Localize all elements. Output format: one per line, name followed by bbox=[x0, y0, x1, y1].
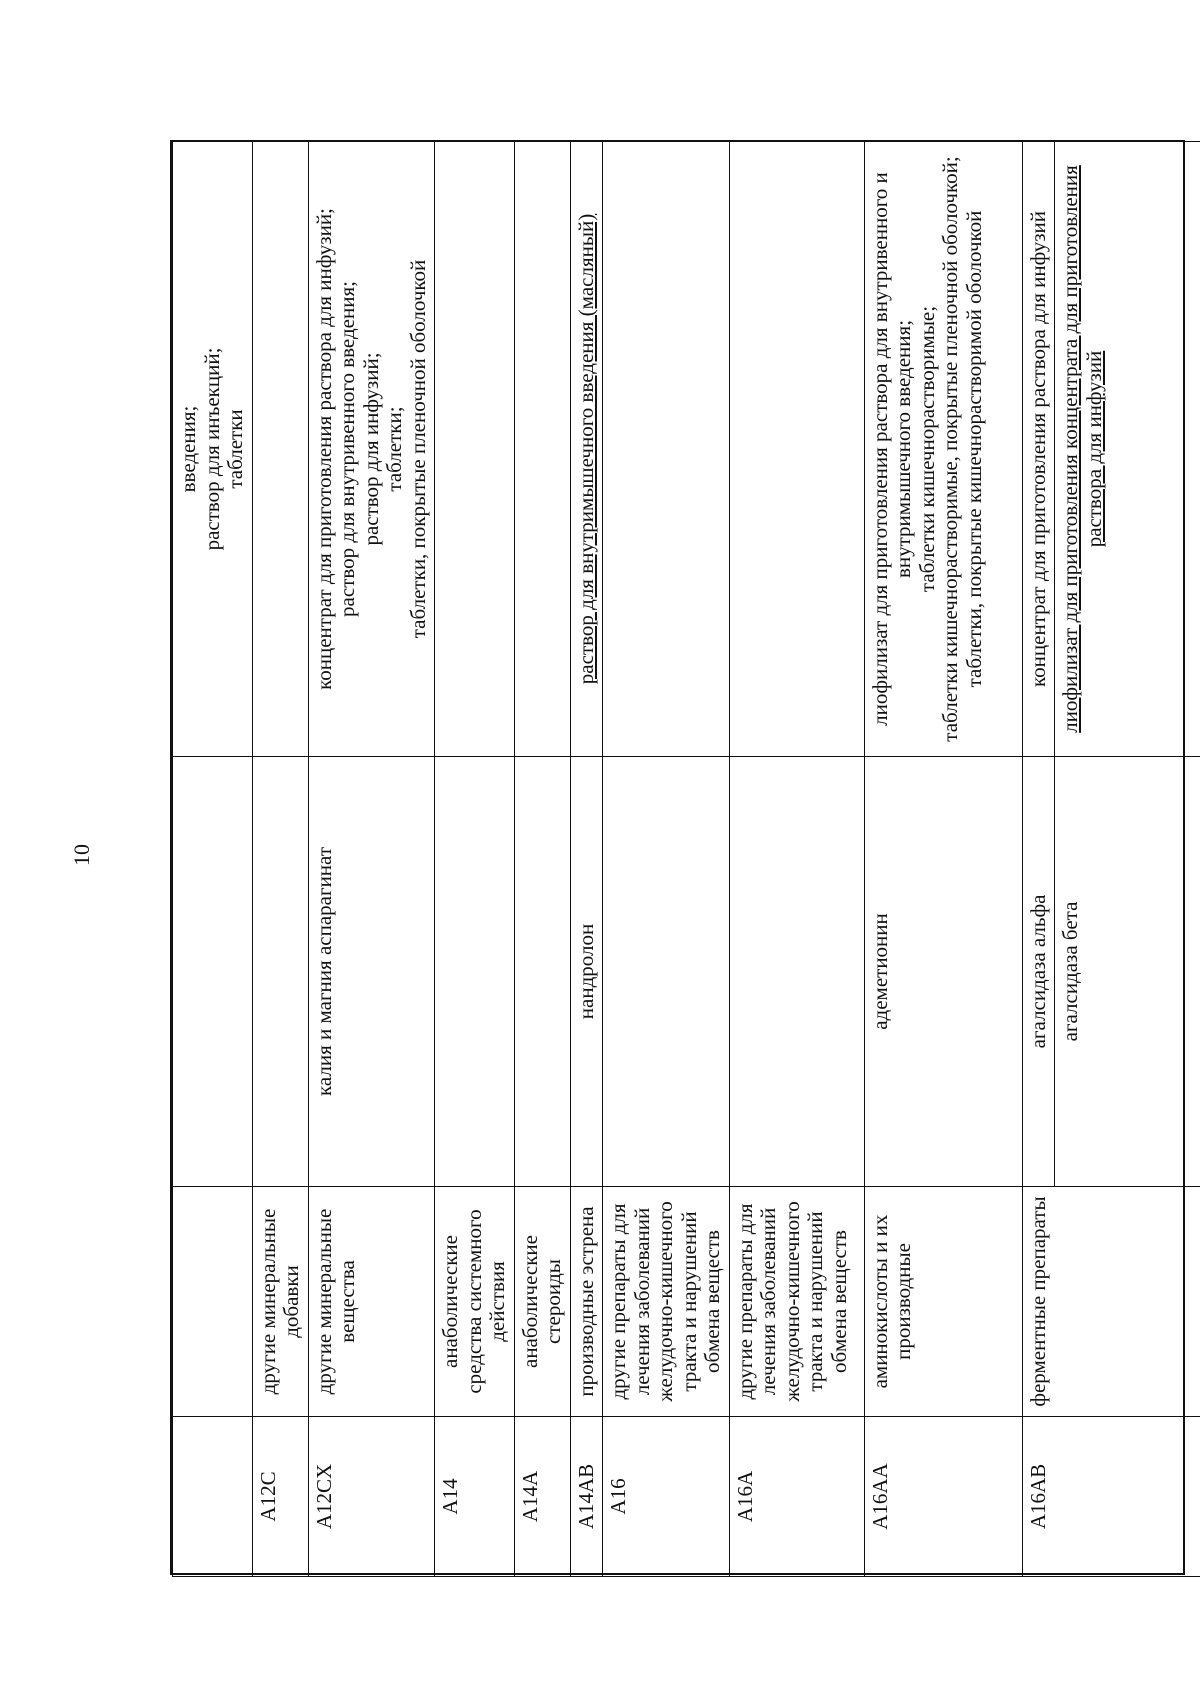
dosage-form-line: таблетки; bbox=[382, 406, 407, 492]
table-row bbox=[864, 142, 1022, 1577]
dosage-forms-cell bbox=[252, 142, 308, 757]
group-cell: анаболические средства системного действия bbox=[435, 1187, 515, 1417]
group-cell: анаболические стероиды bbox=[514, 1187, 570, 1417]
inn-cell bbox=[514, 757, 570, 1187]
dosage-form-line: лиофилизат для приготовления раствора для внутривенного и внутримышечного введения; bbox=[867, 172, 916, 726]
atc-code-cell: A14 bbox=[435, 1417, 515, 1577]
table-row bbox=[252, 142, 308, 1577]
dosage-forms-cell bbox=[864, 142, 1022, 757]
inn-cell bbox=[435, 757, 515, 1187]
dosage-form-line: раствор для внутривенного введения; bbox=[335, 281, 360, 617]
inn-cell: калия и магния аспарагинат bbox=[308, 757, 435, 1187]
atc-code-cell: A16 bbox=[603, 1417, 730, 1577]
group-cell bbox=[173, 1187, 253, 1417]
inn-cell bbox=[729, 757, 864, 1187]
inn-cell: агалсидаза бета bbox=[1055, 757, 1200, 1187]
atc-code-cell: A14A bbox=[514, 1417, 570, 1577]
dosage-forms-cell bbox=[1022, 142, 1055, 757]
table-row bbox=[729, 142, 864, 1577]
atc-code-cell bbox=[173, 1417, 253, 1577]
atc-code-cell: A12CX bbox=[308, 1417, 435, 1577]
dosage-forms-cell bbox=[435, 142, 515, 757]
dosage-forms-cell bbox=[570, 142, 603, 757]
table-row bbox=[514, 142, 570, 1577]
dosage-form-line: таблетки, покрытые кишечнорастворимой оболочкой bbox=[961, 210, 986, 688]
dosage-forms-cell bbox=[173, 142, 253, 757]
group-cell: аминокислоты и их производные bbox=[864, 1187, 1022, 1417]
group-cell: производные эстрена bbox=[570, 1187, 603, 1417]
atc-code-cell: A14AB bbox=[570, 1417, 603, 1577]
dosage-form-line: раствор для внутримышечного введения (масляный) bbox=[573, 213, 598, 685]
table-row bbox=[308, 142, 435, 1577]
dosage-form-line: раствор для инъекций; bbox=[199, 347, 224, 551]
dosage-form-line: таблетки bbox=[223, 409, 248, 489]
dosage-form-line: введения; bbox=[176, 405, 200, 493]
inn-cell bbox=[252, 757, 308, 1187]
dosage-form-line: раствор для инфузий; bbox=[358, 352, 383, 546]
dosage-forms-cell bbox=[514, 142, 570, 757]
table-row bbox=[435, 142, 515, 1577]
dosage-forms-cell bbox=[308, 142, 435, 757]
dosage-form-line: таблетки, покрытые пленочной оболочкой bbox=[405, 259, 430, 639]
table-row bbox=[570, 142, 603, 1577]
page-number: 10 bbox=[69, 844, 94, 866]
inn-cell bbox=[173, 757, 253, 1187]
dosage-forms-cell bbox=[729, 142, 864, 757]
inn-cell: адеметионин bbox=[864, 757, 1022, 1187]
inn-cell: нандролон bbox=[570, 757, 603, 1187]
group-cell: другие минеральные вещества bbox=[308, 1187, 435, 1417]
drug-table bbox=[172, 141, 1200, 1577]
table-row bbox=[603, 142, 730, 1577]
dosage-form-line: таблетки кишечнорастворимые; bbox=[914, 305, 939, 593]
group-cell: другие препараты для лечения заболеваний желудочно-кишечного тракта и нарушений обмена веществ bbox=[729, 1187, 864, 1417]
group-cell: ферментные препараты bbox=[1022, 1187, 1200, 1417]
group-cell: другие минеральные добавки bbox=[252, 1187, 308, 1417]
inn-cell: агалсидаза альфа bbox=[1022, 757, 1055, 1187]
dosage-forms-cell bbox=[603, 142, 730, 757]
group-cell: другие препараты для лечения заболеваний желудочно-кишечного тракта и нарушений обмена веществ bbox=[603, 1187, 730, 1417]
atc-code-cell: A16A bbox=[729, 1417, 864, 1577]
dosage-forms-cell bbox=[1055, 142, 1200, 757]
atc-code-cell: A16AA bbox=[864, 1417, 1022, 1577]
dosage-form-line: концентрат для приготовления раствора для инфузий; bbox=[311, 208, 336, 690]
atc-code-cell: A12C bbox=[252, 1417, 308, 1577]
atc-code-cell: A16AB bbox=[1022, 1417, 1200, 1577]
table-row bbox=[1022, 142, 1055, 1577]
table-row bbox=[173, 142, 253, 1577]
dosage-form-line: таблетки кишечнорастворимые, покрытые пленочной оболочкой; bbox=[938, 156, 963, 742]
rotated-table-container bbox=[172, 142, 1187, 1577]
dosage-form-line: концентрат для приготовления раствора для инфузий bbox=[1025, 211, 1050, 687]
drug-table-frame bbox=[170, 140, 1185, 1575]
dosage-form-line: лиофилизат для приготовления концентрата для приготовления раствора для инфузий bbox=[1058, 165, 1106, 733]
inn-cell bbox=[603, 757, 730, 1187]
